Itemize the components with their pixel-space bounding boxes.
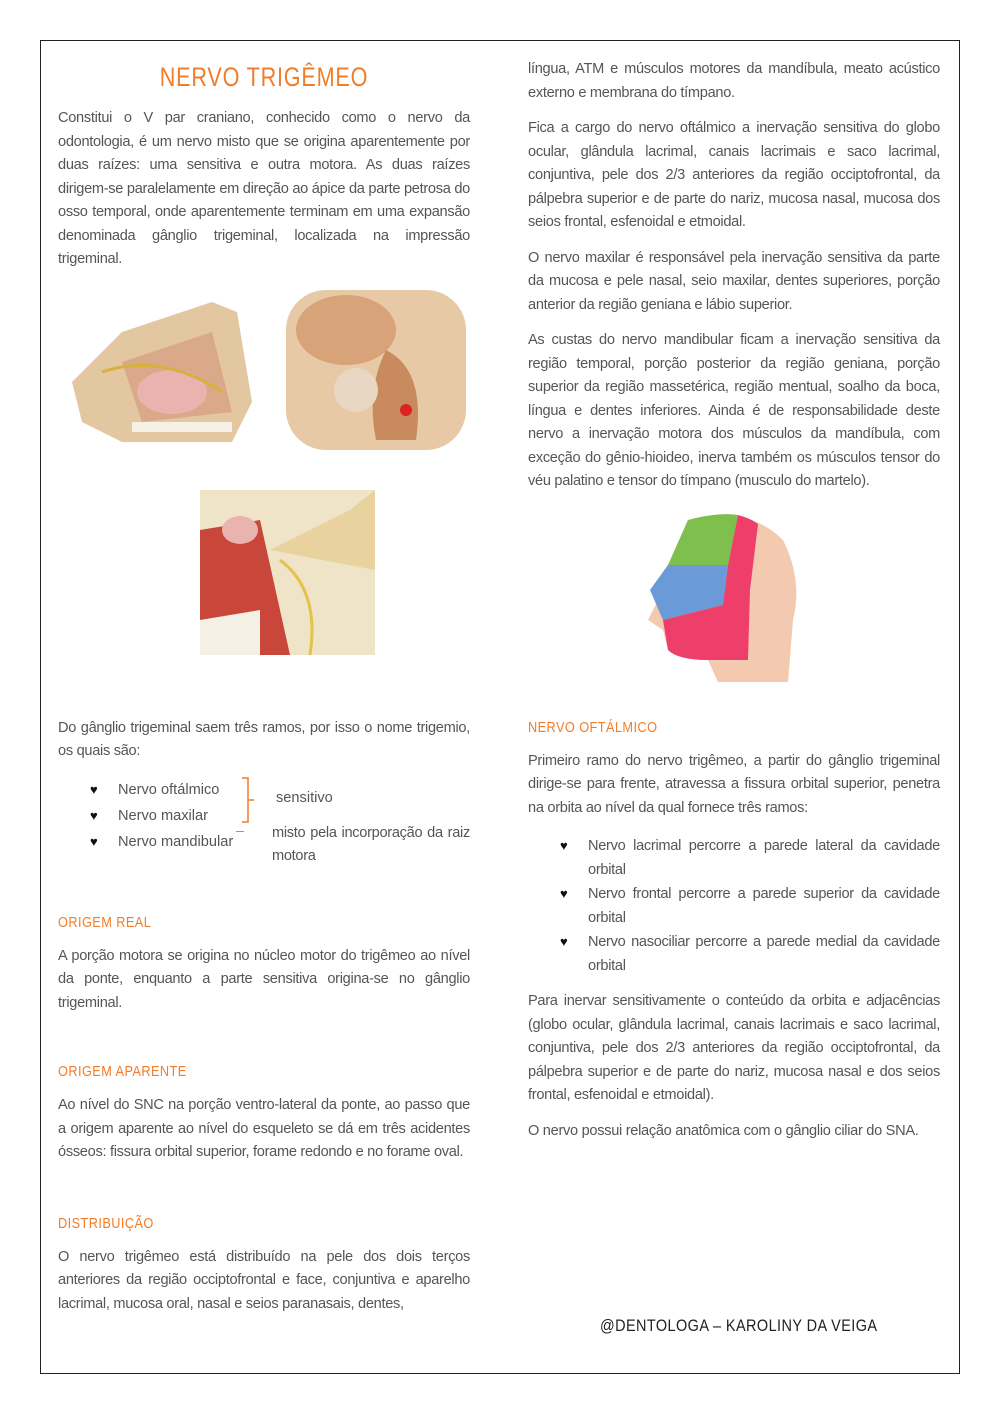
right-column — [528, 58, 940, 1143]
distribuicao-text: O nervo trigêmeo está distribuído na pele dos dois terços anteriores da região occiptofrontal e face, conjuntiva e aparelho lacrimal, mucosa oral, nasal e seios paranasais, dentes, — [58, 1248, 470, 1312]
heart-bullet-icon: ♥ — [560, 934, 568, 949]
mixed-note: misto pela incorporação da raiz motora — [272, 824, 470, 864]
heart-bullet-icon: ♥ — [90, 781, 98, 797]
heart-bullet-icon: ♥ — [560, 886, 568, 901]
right-paragraph-4: As custas do nervo mandibular ficam a inervação sensitiva da região temporal, porção posterior da região geniana, porção superior da região massetérica, região mentual, soalho da boca, língua e dentes inferiores. Ainda é de responsabilidade deste nervo a inervação motora dos músculos da mandíbula, com exceção do gênio-hioideo, inerva também os músculos tensor do véu palatino e tensor do tímpano (musculo do martelo). — [528, 332, 940, 489]
heart-bullet-icon: ♥ — [90, 807, 98, 823]
oftalmico-branches — [528, 834, 940, 978]
branches-list: ♥ Nervo oftálmico ♥ Nervo maxilar ♥ Nervo mandibular sensitivo misto pela incorporação da raiz motora — [58, 782, 470, 892]
origem-real-text: A porção motora se origina no núcleo motor do trigêmeo ao nível da ponte, enquanto a parte sensitiva origina-se no gânglio trigeminal. — [58, 947, 470, 1011]
heart-bullet-icon: ♥ — [90, 833, 98, 849]
origem-real-heading: ORIGEM REAL — [58, 913, 152, 931]
author-footer: @DENTOLOGA – KAROLINY DA VEIGA — [600, 1316, 878, 1335]
face-dermatome-illustration — [528, 494, 940, 719]
left-column — [58, 60, 470, 1316]
list-item: ♥ Nervo frontal percorre a parede superior da cavidade orbital — [528, 882, 940, 930]
origem-aparente-heading: ORIGEM APARENTE — [58, 1063, 187, 1080]
mandibular-nerve-illustration — [200, 490, 375, 655]
oftalmico-intro: Primeiro ramo do nervo trigêmeo, a partir do gânglio trigeminal dirige-se para frente, atravessa a fissura orbital superior, penetra na orbita ao nível da qual fornece três ramos: — [528, 752, 940, 816]
list-item: ♥ Nervo lacrimal percorre a parede lateral da cavidade orbital — [528, 834, 940, 882]
oftalmico-paragraph-3: O nervo possui relação anatômica com o gânglio ciliar do SNA. — [528, 1122, 919, 1139]
list-item: ♥ Nervo nasociliar percorre a parede medial da cavidade orbital — [528, 930, 940, 978]
sensitive-note: sensitivo — [276, 789, 333, 806]
distribuicao-heading: DISTRIBUIÇÃO — [58, 1214, 154, 1232]
heart-bullet-icon: ♥ — [560, 838, 568, 853]
nasal-cavity-illustration — [62, 292, 252, 447]
page-title: NERVO TRIGÊMEO — [159, 62, 369, 92]
oftalmico-heading: NERVO OFTÁLMICO — [528, 718, 658, 736]
right-paragraph-1: língua, ATM e músculos motores da mandíbula, meato acústico externo e membrana do tímpano. — [528, 61, 940, 101]
right-paragraph-3: O nervo maxilar é responsável pela inervação sensitiva da parte da mucosa e pele nasal, seio maxilar, dentes superiores, porção anterior da região geniana e lábio superior. — [528, 249, 940, 313]
dash-icon — [236, 831, 244, 832]
brace-icon — [240, 776, 260, 826]
intro-paragraph: Constitui o V par craniano, conhecido como o nervo da odontologia, é um nervo misto que se origina aparentemente por duas raízes: uma sensitiva e outra motora. As duas raízes dirigem-se paralelamente em direção ao ápice da parte petrosa do osso temporal, onde aparentemente terminam em uma expansão denominada gânglio trigeminal, localizada na impressão trigeminal. — [58, 110, 470, 267]
face-dermatome-svg — [638, 510, 803, 682]
oftalmico-paragraph-2: Para inervar sensitivamente o conteúdo da orbita e adjacências (globo ocular, glândula lacrimal, canais lacrimais e saco lacrimal, conjuntiva, pele dos 2/3 anteriores da região occiptofrontal, da pálpebra superior e de parte do nariz, mucosa nasal e dos seios frontal, esfenoidal e etmoidal). — [528, 993, 940, 1103]
anatomy-illustrations — [58, 272, 470, 717]
right-paragraph-2: Fica a cargo do nervo oftálmico a inervação sensitiva do globo ocular, glândula lacrimal, canais lacrimais e saco lacrimal, conjuntiva, pele dos 2/3 anteriores da região occiptofrontal, da pálpebra superior e de parte do nariz, mucosa nasal, mucosa dos seios frontal, esfenoidal e etmoidal. — [528, 120, 940, 230]
brainstem-illustration — [286, 290, 466, 450]
origem-aparente-text: Ao nível do SNC na porção ventro-lateral da ponte, ao passo que a origem aparente ao nível do esqueleto se dá em três acidentes ósseos: fissura orbital superior, forame redondo e no forame oval. — [58, 1097, 470, 1160]
branches-intro: Do gânglio trigeminal saem três ramos, por isso o nome trigemio, os quais são: — [58, 719, 470, 759]
